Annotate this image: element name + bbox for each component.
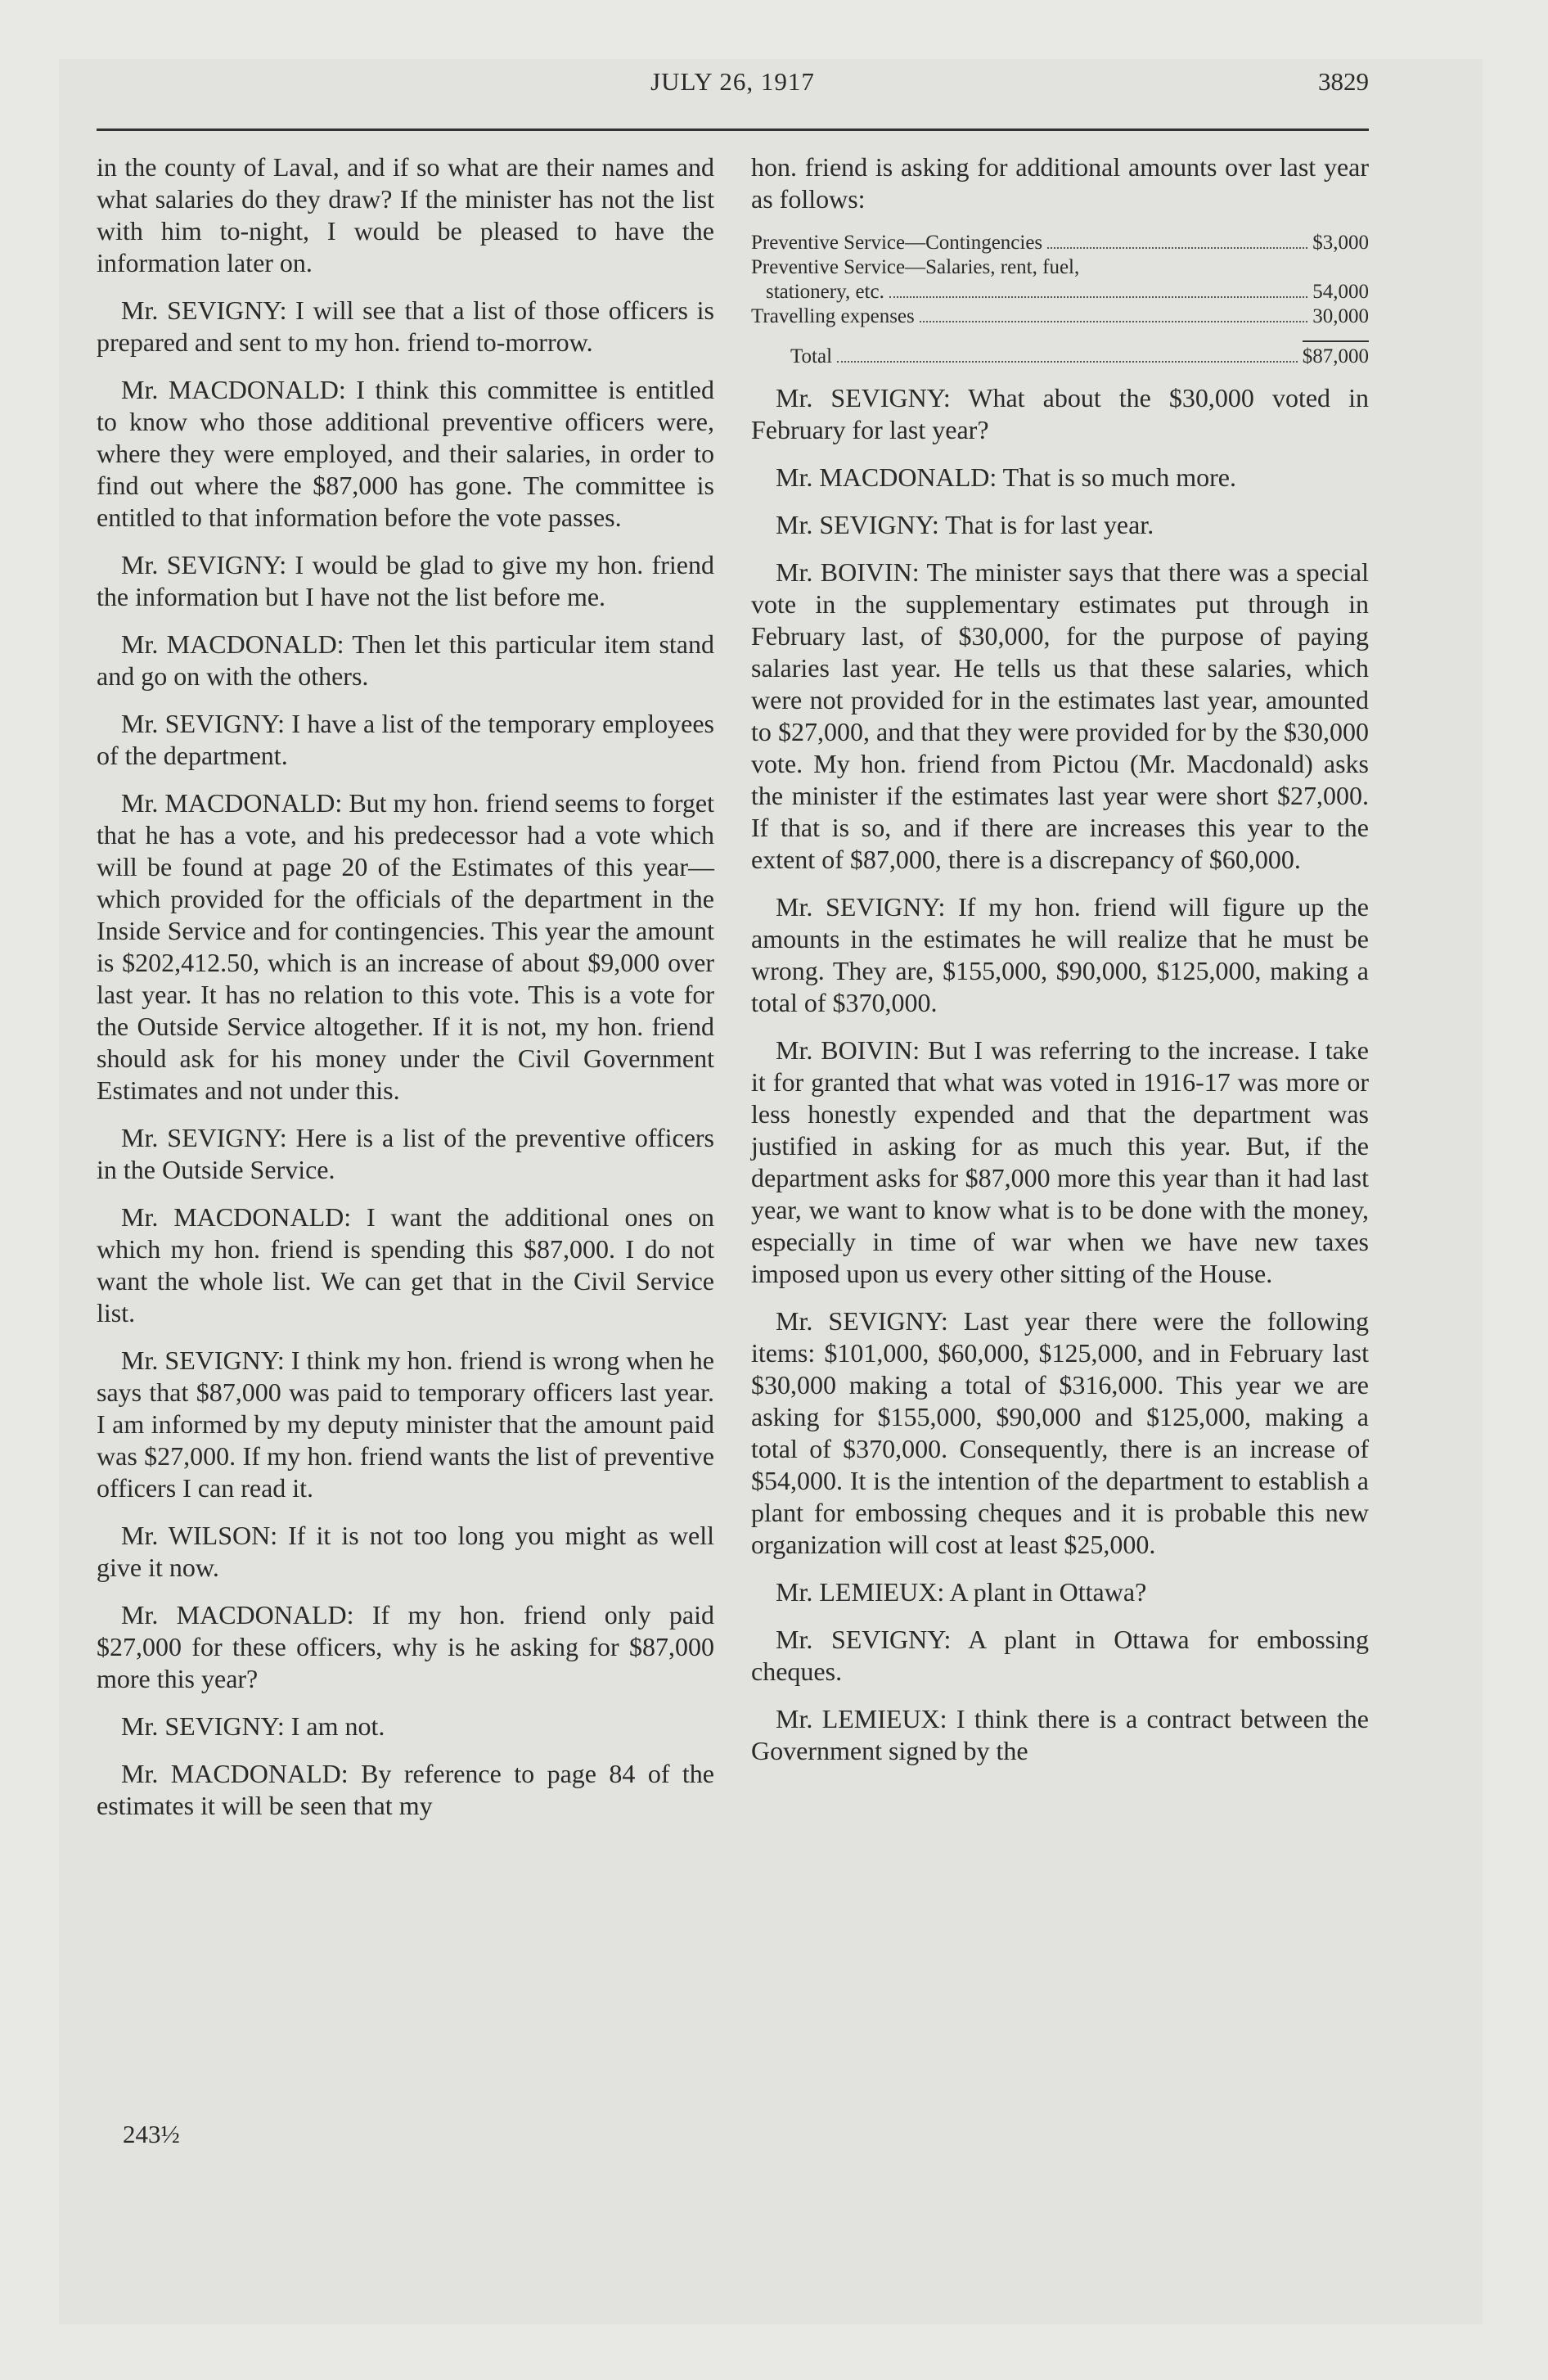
paragraph: Mr. SEVIGNY: I will see that a list of those officers is prepared and sent to my hon. friend to-morrow. (97, 295, 714, 357)
paragraph: Mr. MACDONALD: That is so much more. (776, 462, 1236, 492)
budget-amount: 30,000 (1312, 305, 1369, 327)
paragraph: Mr. BOIVIN: The minister says that there was a special vote in the supplementary estimates put through in February last, of $30,000, for the purpose of paying salaries last year. He tells us that these salaries, which were not provided for in the estimates last year, amounted to $27,000, and that they were provided for by the $30,000 vote. My hon. friend from Pictou (Mr. Macdonald) asks the minister if the estimates last year were short $27,000. If that is so, and if there are increases this year to the extent of $87,000, there is a discrepancy of $60,000. (751, 557, 1369, 874)
left-column (97, 151, 714, 1837)
budget-row (751, 280, 1369, 304)
paragraph: Mr. SEVIGNY: I have a list of the temporary employees of the department. (97, 709, 714, 770)
dot-leader (837, 361, 1298, 363)
signature-mark: 243½ (123, 2120, 180, 2148)
paragraph: Mr. WILSON: If it is not too long you might as well give it now. (97, 1521, 714, 1582)
paragraph: Mr. SEVIGNY: Here is a list of the preventive officers in the Outside Service. (97, 1123, 714, 1184)
dot-leader (1047, 247, 1307, 249)
budget-row (751, 304, 1369, 329)
dot-leader (920, 321, 1308, 322)
right-column (751, 151, 1369, 1783)
paragraph: Mr. MACDONALD: If my hon. friend only paid $27,000 for these officers, why is he asking for $87,000 more this year? (97, 1600, 714, 1693)
budget-amount: 54,000 (1312, 281, 1369, 303)
paragraph: Mr. SEVIGNY: I would be glad to give my hon. friend the information but I have not the list before me. (97, 550, 714, 611)
paragraph: Mr. SEVIGNY: That is for last year. (776, 510, 1154, 539)
paragraph: Mr. MACDONALD: Then let this particular item stand and go on with the others. (97, 629, 714, 691)
paragraph: Mr. SEVIGNY: I am not. (121, 1711, 385, 1741)
budget-table (751, 231, 1369, 369)
paragraph: Mr. MACDONALD: By reference to page 84 of the estimates it will be seen that my (97, 1759, 714, 1820)
paragraph: hon. friend is asking for additional amounts over last year as follows: (751, 152, 1369, 214)
budget-label: Preventive Service—Salaries, rent, fuel, (751, 256, 1080, 278)
header-rule (97, 128, 1369, 131)
paragraph: Mr. SEVIGNY: If my hon. friend will figure up the amounts in the estimates he will realize that he must be wrong. They are, $155,000, $90,000, $125,000, making a total of $370,000. (751, 892, 1369, 1017)
paragraph: Mr. BOIVIN: But I was referring to the increase. I take it for granted that what was voted in 1916-17 was more or less honestly expended and that the department was justified in asking for as much this year. But, if the department asks for $87,000 more this year than it had last year, we want to know what is to be done with the money, especially in time of war when we have new taxes imposed upon us every other sitting of the House. (751, 1035, 1369, 1288)
paragraph: Mr. SEVIGNY: What about the $30,000 voted in February for last year? (751, 383, 1369, 444)
page-number: 3829 (1318, 67, 1369, 96)
dot-leader (889, 296, 1307, 298)
budget-row (751, 255, 1369, 280)
budget-row (751, 231, 1369, 255)
paragraph: Mr. MACDONALD: But my hon. friend seems to forget that he has a vote, and his predecessor had a vote which will be found at page 20 of the Estimates of this year—which provided for the officials of the department in the Inside Service and for contingencies. This year the amount is $202,412.50, which is an increase of about $9,000 over last year. It has no relation to this vote. This is a vote for the Outside Service altogether. If it is not, my hon. friend should ask for his money under the Civil Government Estimates and not under this. (97, 788, 714, 1105)
budget-total-label: Total (790, 345, 833, 367)
paragraph: Mr. LEMIEUX: I think there is a contract between the Government signed by the (751, 1704, 1369, 1765)
paragraph: Mr. SEVIGNY: A plant in Ottawa for embossing cheques. (751, 1625, 1369, 1686)
paragraph: Mr. MACDONALD: I think this committee is entitled to know who those additional preventive officers were, where they were employed, and their salaries, in order to find out where the $87,000 has gone. The committee is entitled to that information before the vote passes. (97, 375, 714, 532)
paragraph: Mr. MACDONALD: I want the additional ones on which my hon. friend is spending this $87,000. I do not want the whole list. We can get that in the Civil Service list. (97, 1202, 714, 1327)
budget-label: stationery, etc. (766, 281, 884, 303)
paragraph: Mr. SEVIGNY: I think my hon. friend is wrong when he says that $87,000 was paid to temporary officers last year. I am informed by my deputy minister that the amount paid was $27,000. If my hon. friend wants the list of preventive officers I can read it. (97, 1346, 714, 1503)
paragraph: in the county of Laval, and if so what are their names and what salaries do they draw? If the minister has not the list with him to-night, I would be pleased to have the information later on. (97, 152, 714, 277)
page-header (97, 67, 1369, 100)
budget-label: Preventive Service—Contingencies (751, 232, 1043, 254)
budget-total-amount: $87,000 (1303, 340, 1369, 369)
paragraph: Mr. SEVIGNY: Last year there were the following items: $101,000, $60,000, $125,000, and in February last $30,000 making a total of $316,000. This year we are asking for $155,000, $90,000 and $125,000, making a total of $370,000. Consequently, there is an increase of $54,000. It is the intention of the department to establish a plant for embossing cheques and it is probable this new organization will cost at least $25,000. (751, 1306, 1369, 1559)
paragraph: Mr. LEMIEUX: A plant in Ottawa? (776, 1577, 1147, 1607)
header-date: JULY 26, 1917 (650, 67, 815, 96)
budget-amount: $3,000 (1312, 232, 1369, 254)
budget-total-row (751, 340, 1369, 369)
budget-label: Travelling expenses (751, 305, 915, 327)
